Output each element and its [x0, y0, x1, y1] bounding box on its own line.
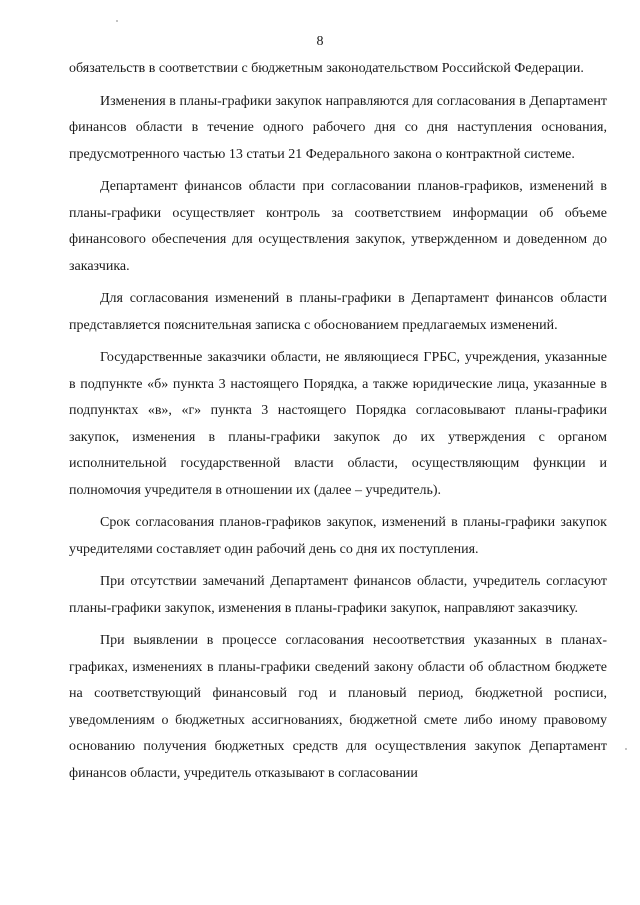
paragraph-6: Срок согласования планов-графиков закупок, изменений в планы-графики закупок учредителями составляет один рабочий день со дня их поступления.: [69, 515, 607, 557]
paragraph-4: Для согласования изменений в планы-графики в Департамент финансов области представляется пояснительная записка с обоснованием предлагаемых изменений.: [69, 291, 607, 333]
paragraph-8: При выявлении в процессе согласования несоответствия указанных в планах-графиках, изменениях в планы-графики сведений закону области об областном бюджете на соответствующий финансовый год и плановый период, бюджетной росписи, уведомлениям о бюджетных ассигнованиях, бюджетной смете либо иному правовому основанию получения бюджетных средств для осуществления закупок Департамент финансов области, учредитель отказывают в согласовании: [69, 633, 607, 781]
paragraph-1: обязательств в соответствии с бюджетным законодательством Российской Федерации.: [69, 61, 584, 76]
scan-speck: [625, 748, 627, 750]
page-number: 8: [316, 34, 324, 49]
paragraph-7: При отсутствии замечаний Департамент финансов области, учредитель согласуют планы-графики закупок, изменения в планы-графики закупок, направляют заказчику.: [69, 574, 607, 616]
paragraph-2: Изменения в планы-графики закупок направляются для согласования в Департамент финансов области в течение одного рабочего дня со дня наступления основания, предусмотренного частью 13 статьи 21 Федерального закона о контрактной системе.: [69, 93, 607, 162]
scan-speck: [116, 20, 118, 22]
document-body: [69, 56, 607, 788]
paragraph-3: Департамент финансов области при согласовании планов-графиков, изменений в планы-графики осуществляет контроль за соответствием информации об объеме финансового обеспечения для осуществления закупок, утвержденном и доведенном до заказчика.: [69, 179, 607, 274]
paragraph-5: Государственные заказчики области, не являющиеся ГРБС, учреждения, указанные в подпункте «б» пункта 3 настоящего Порядка, а также юридические лица, указанные в подпунктах «в», «г» пункта 3 настоящего Порядка согласовывают планы-графики закупок, изменения в планы-графики закупок до их утверждения с органом исполнительной государственной власти области, осуществляющим функции и полномочия учредителя в отношении их (далее – учредитель).: [69, 350, 607, 498]
